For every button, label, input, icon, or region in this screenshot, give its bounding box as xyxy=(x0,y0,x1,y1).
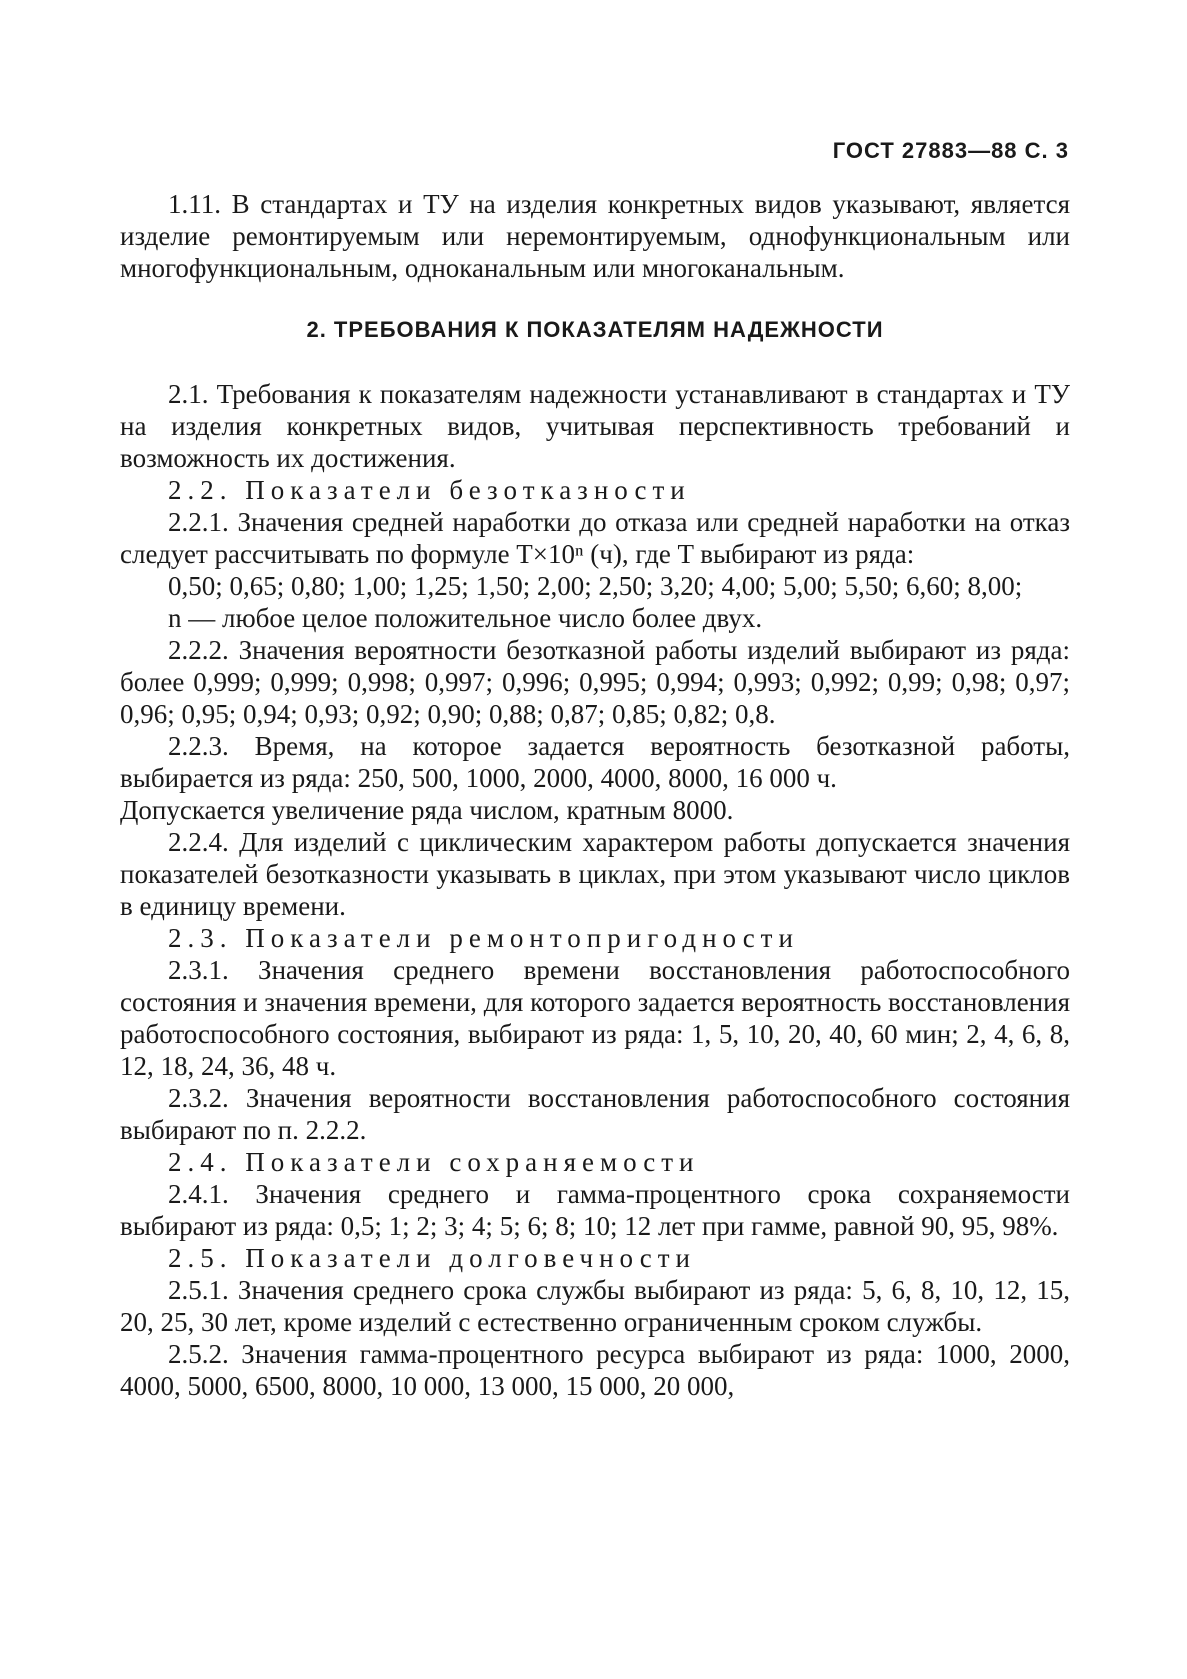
clause-2-2-3: 2.2.3. Время, на которое задается вероятность безотказной работы, выбирается из ряда: 250, 500, 1000, 2000, 4000, 8000, 16 000 ч. xyxy=(120,731,1070,793)
n-definition: n — любое целое положительное число более двух. xyxy=(168,603,763,633)
document-body xyxy=(120,188,1070,1402)
heading-2-4: 2.4. Показатели сохраняемости xyxy=(168,1147,700,1177)
clause-2-5-2: 2.5.2. Значения гамма-процентного ресурса выбирают из ряда: 1000, 2000, 4000, 5000, 6500, 8000, 10 000, 13 000, 15 000, 20 000, xyxy=(120,1339,1070,1401)
heading-2-5: 2.5. Показатели долговечности xyxy=(168,1243,696,1273)
clause-2-2-3-note: Допускается увеличение ряда числом, кратным 8000. xyxy=(120,795,734,825)
clause-2-3-2: 2.3.2. Значения вероятности восстановления работоспособного состояния выбирают по п. 2.2.2. xyxy=(120,1083,1070,1145)
clause-2-2-2: 2.2.2. Значения вероятности безотказной работы изделий выбирают из ряда: более 0,999; 0,999; 0,998; 0,997; 0,996; 0,995; 0,994; 0,993; 0,992; 0,99; 0,98; 0,97; 0,96; 0,95; 0,94; 0,93; 0,92; 0,90; 0,88; 0,87; 0,85; 0,82; 0,8. xyxy=(120,635,1070,729)
heading-2-2: 2.2. Показатели безотказности xyxy=(168,475,691,505)
clause-2-2-1: 2.2.1. Значения средней наработки до отказа или средней наработки на отказ следует рассчитывать по формуле T×10ⁿ (ч), где T выбирают из ряда: xyxy=(120,507,1070,569)
clause-2-1: 2.1. Требования к показателям надежности устанавливают в стандартах и ТУ на изделия конкретных видов, учитывая перспективность требований и возможность их достижения. xyxy=(120,379,1070,473)
section-2-title: 2. ТРЕБОВАНИЯ К ПОКАЗАТЕЛЯМ НАДЕЖНОСТИ xyxy=(306,317,884,342)
clause-2-2-4: 2.2.4. Для изделий с циклическим характером работы допускается значения показателей безотказности указывать в циклах, при этом указывают число циклов в единицу времени. xyxy=(120,827,1070,921)
clause-2-4-1: 2.4.1. Значения среднего и гамма-процентного срока сохраняемости выбирают из ряда: 0,5; 1; 2; 3; 4; 5; 6; 8; 10; 12 лет при гамме, равной 90, 95, 98%. xyxy=(120,1179,1070,1241)
clause-2-5-1: 2.5.1. Значения среднего срока службы выбирают из ряда: 5, 6, 8, 10, 12, 15, 20, 25, 30 лет, кроме изделий с естественно ограниченным сроком службы. xyxy=(120,1275,1070,1337)
heading-2-3: 2.3. Показатели ремонтопригодности xyxy=(168,923,799,953)
clause-1-11: 1.11. В стандартах и ТУ на изделия конкретных видов указывают, является изделие ремонтируемым или неремонтируемым, однофункциональным или многофункциональным, одноканальным или многоканальным. xyxy=(120,189,1070,283)
running-header: ГОСТ 27883—88 С. 3 xyxy=(832,138,1069,163)
clause-2-3-1: 2.3.1. Значения среднего времени восстановления работоспособного состояния и значения времени, для которого задается вероятность восстановления работоспособного состояния, выбирают из ряда: 1, 5, 10, 20, 40, 60 мин; 2, 4, 6, 8, 12, 18, 24, 36, 48 ч. xyxy=(120,955,1070,1081)
series-t-values: 0,50; 0,65; 0,80; 1,00; 1,25; 1,50; 2,00; 2,50; 3,20; 4,00; 5,00; 5,50; 6,60; 8,00; xyxy=(168,571,1023,601)
